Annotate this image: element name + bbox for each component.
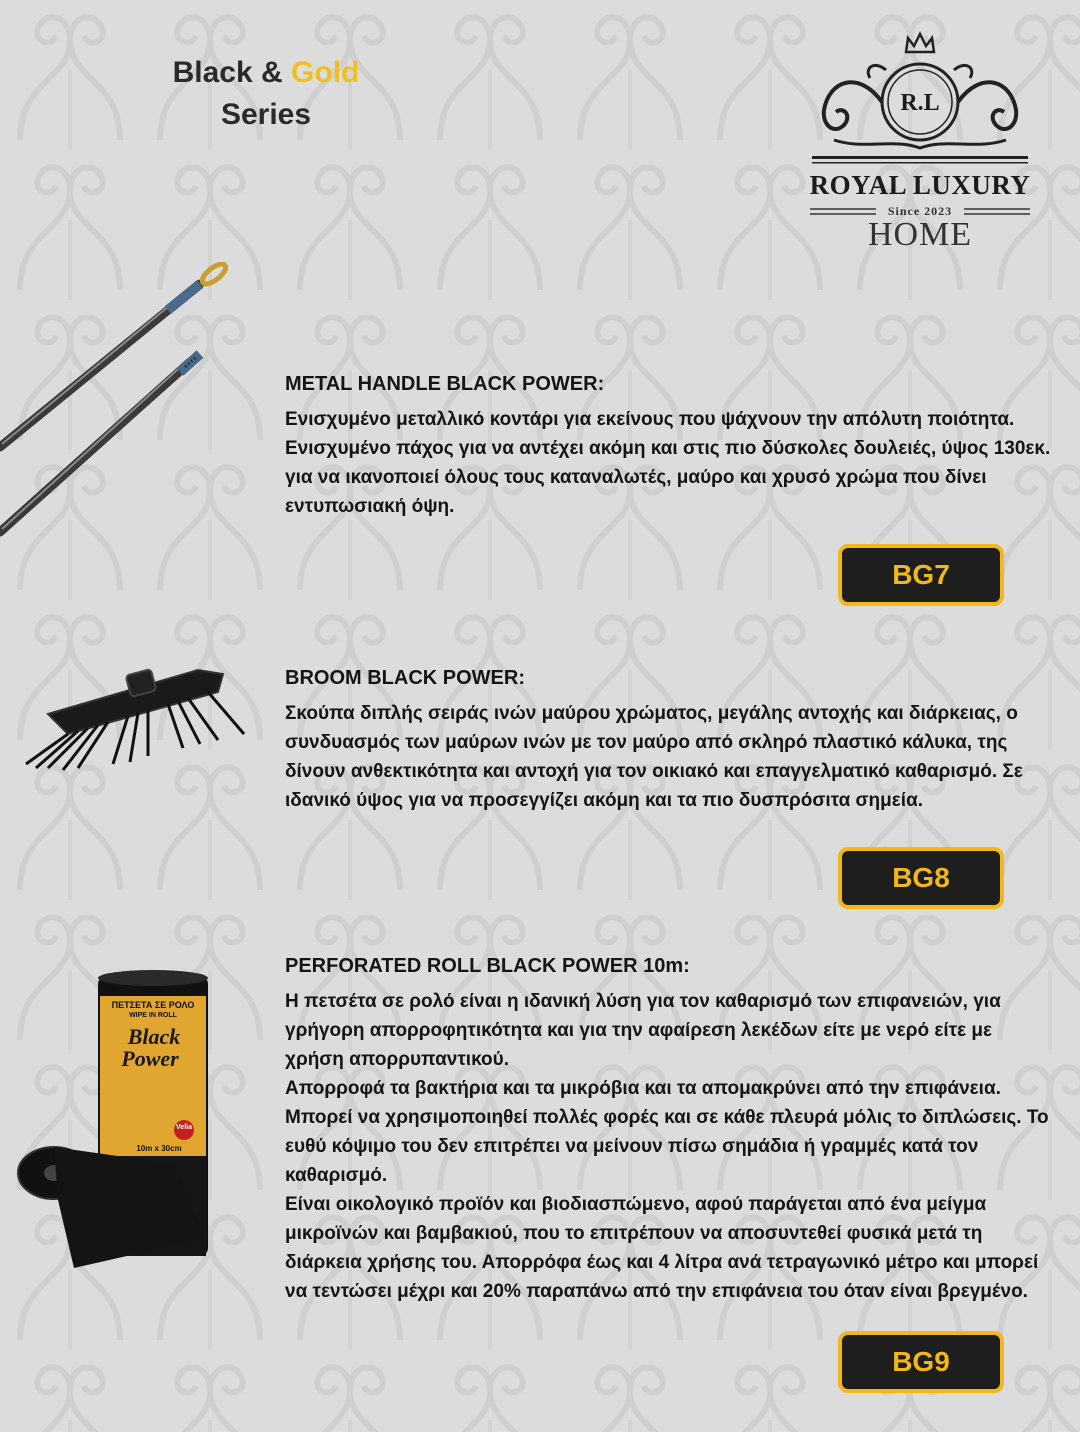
product-code-badge: BG8 (838, 847, 1004, 909)
series-title (150, 52, 382, 136)
product-code-badge: BG9 (838, 1331, 1004, 1393)
package-brand-2: Power (121, 1046, 179, 1071)
product-broom (285, 665, 1055, 815)
product-description: Σκούπα διπλής σειράς ινών μαύρου χρώματος, μεγάλης αντοχής και διάρκειας, ο συνδυασμός των μαύρων ινών με τον μαύρο από σκληρό πλαστικό κάλυκα, της δίνουν ανθεκτικότητα και αντοχή για τον οικιακό και επαγγελματικό καθαρισμό. Σε ιδανικό ύψος για να προσεγγίζει ακόμη και τα πιο δυσπρόσιτα σημεία. (285, 703, 1023, 811)
product-metal-handle (285, 371, 1055, 521)
metal-handle-image (0, 262, 240, 542)
product-description-paragraph-2: Απορροφά τα βακτήρια και τα μικρόβια και τα απομακρύνει από την επιφάνεια. Μπορεί να χρησιμοποιηθεί πολλές φορές και σε κάθε πλευρά μόλις το διπλώσεις. Το ευθύ κόψιμο του δεν επιτρέπει να μείνουν πίσω σημάδια ή γραμμές κατά τον καθαρισμό. (285, 1078, 1049, 1186)
series-word-gold: Gold (291, 56, 360, 89)
logo-brand-name: ROYAL LUXURY (809, 170, 1031, 200)
logo-since: Since 2023 (887, 204, 953, 218)
product-name: PERFORATED ROLL BLACK POWER 10m: (285, 955, 690, 977)
package-maker: Velia (176, 1124, 192, 1131)
series-word-series: Series (220, 98, 312, 131)
product-name: METAL HANDLE BLACK POWER: (285, 373, 605, 395)
product-description-paragraph-1: Η πετσέτα σε ρολό είναι η ιδανική λύση για τον καθαρισμό των επιφανειών, για γρήγορη απορροφητικότητα και για την αφαίρεση λεκέδων είτε με νερό είτε με χρήση απορρυπαντικού. (285, 991, 1001, 1070)
product-code-badge: BG7 (838, 544, 1004, 606)
package-brand-1: Black (127, 1024, 181, 1049)
package-label-sub: WIPE IN ROLL (129, 1012, 177, 1019)
perforated-roll-image (14, 968, 214, 1274)
product-perforated-roll (285, 953, 1055, 1306)
series-word-black: Black (172, 56, 253, 89)
series-ampersand: & (261, 56, 283, 89)
broom-image (18, 664, 248, 774)
package-label-top: ΠΕΤΣΕΤΑ ΣΕ ΡΟΛΟ (111, 1000, 195, 1010)
product-name: BROOM BLACK POWER: (285, 667, 525, 689)
logo-home: HOME (867, 216, 973, 253)
product-description-paragraph-3: Είναι οικολογικό προϊόν και βιοδιασπώμενο, αφού παράγεται από ένα μείγμα μικροϊνών και βαμβακιού, που το επιτρέπουν να αποσυντεθεί φυσικά μετά τη διάρκεια χρήσης του. Απορρόφα έως και 4 λίτρα ανά τετραγωνικό μέτρο και μπορεί να τεντώσει μέχρι και 20% παραπάνω από την επιφάνεια του όταν είναι βρεγμένο. (285, 1194, 1039, 1302)
royal-luxury-logo (804, 30, 1036, 252)
logo-initials: R.L (900, 90, 940, 116)
package-size: 10m x 30cm (136, 1144, 182, 1153)
product-description: Ενισχυμένο μεταλλικό κοντάρι για εκείνους που ψάχνουν την απόλυτη ποιότητα. Ενισχυμένο πάχος για να αντέχει ακόμη και στις πιο δύσκολες δουλειές, ύψος 130εκ. για να ικανοποιεί όλους τους καταναλωτές, μαύρο και χρυσό χρώμα που δίνει εντυπωσιακή όψη. (285, 409, 1051, 517)
